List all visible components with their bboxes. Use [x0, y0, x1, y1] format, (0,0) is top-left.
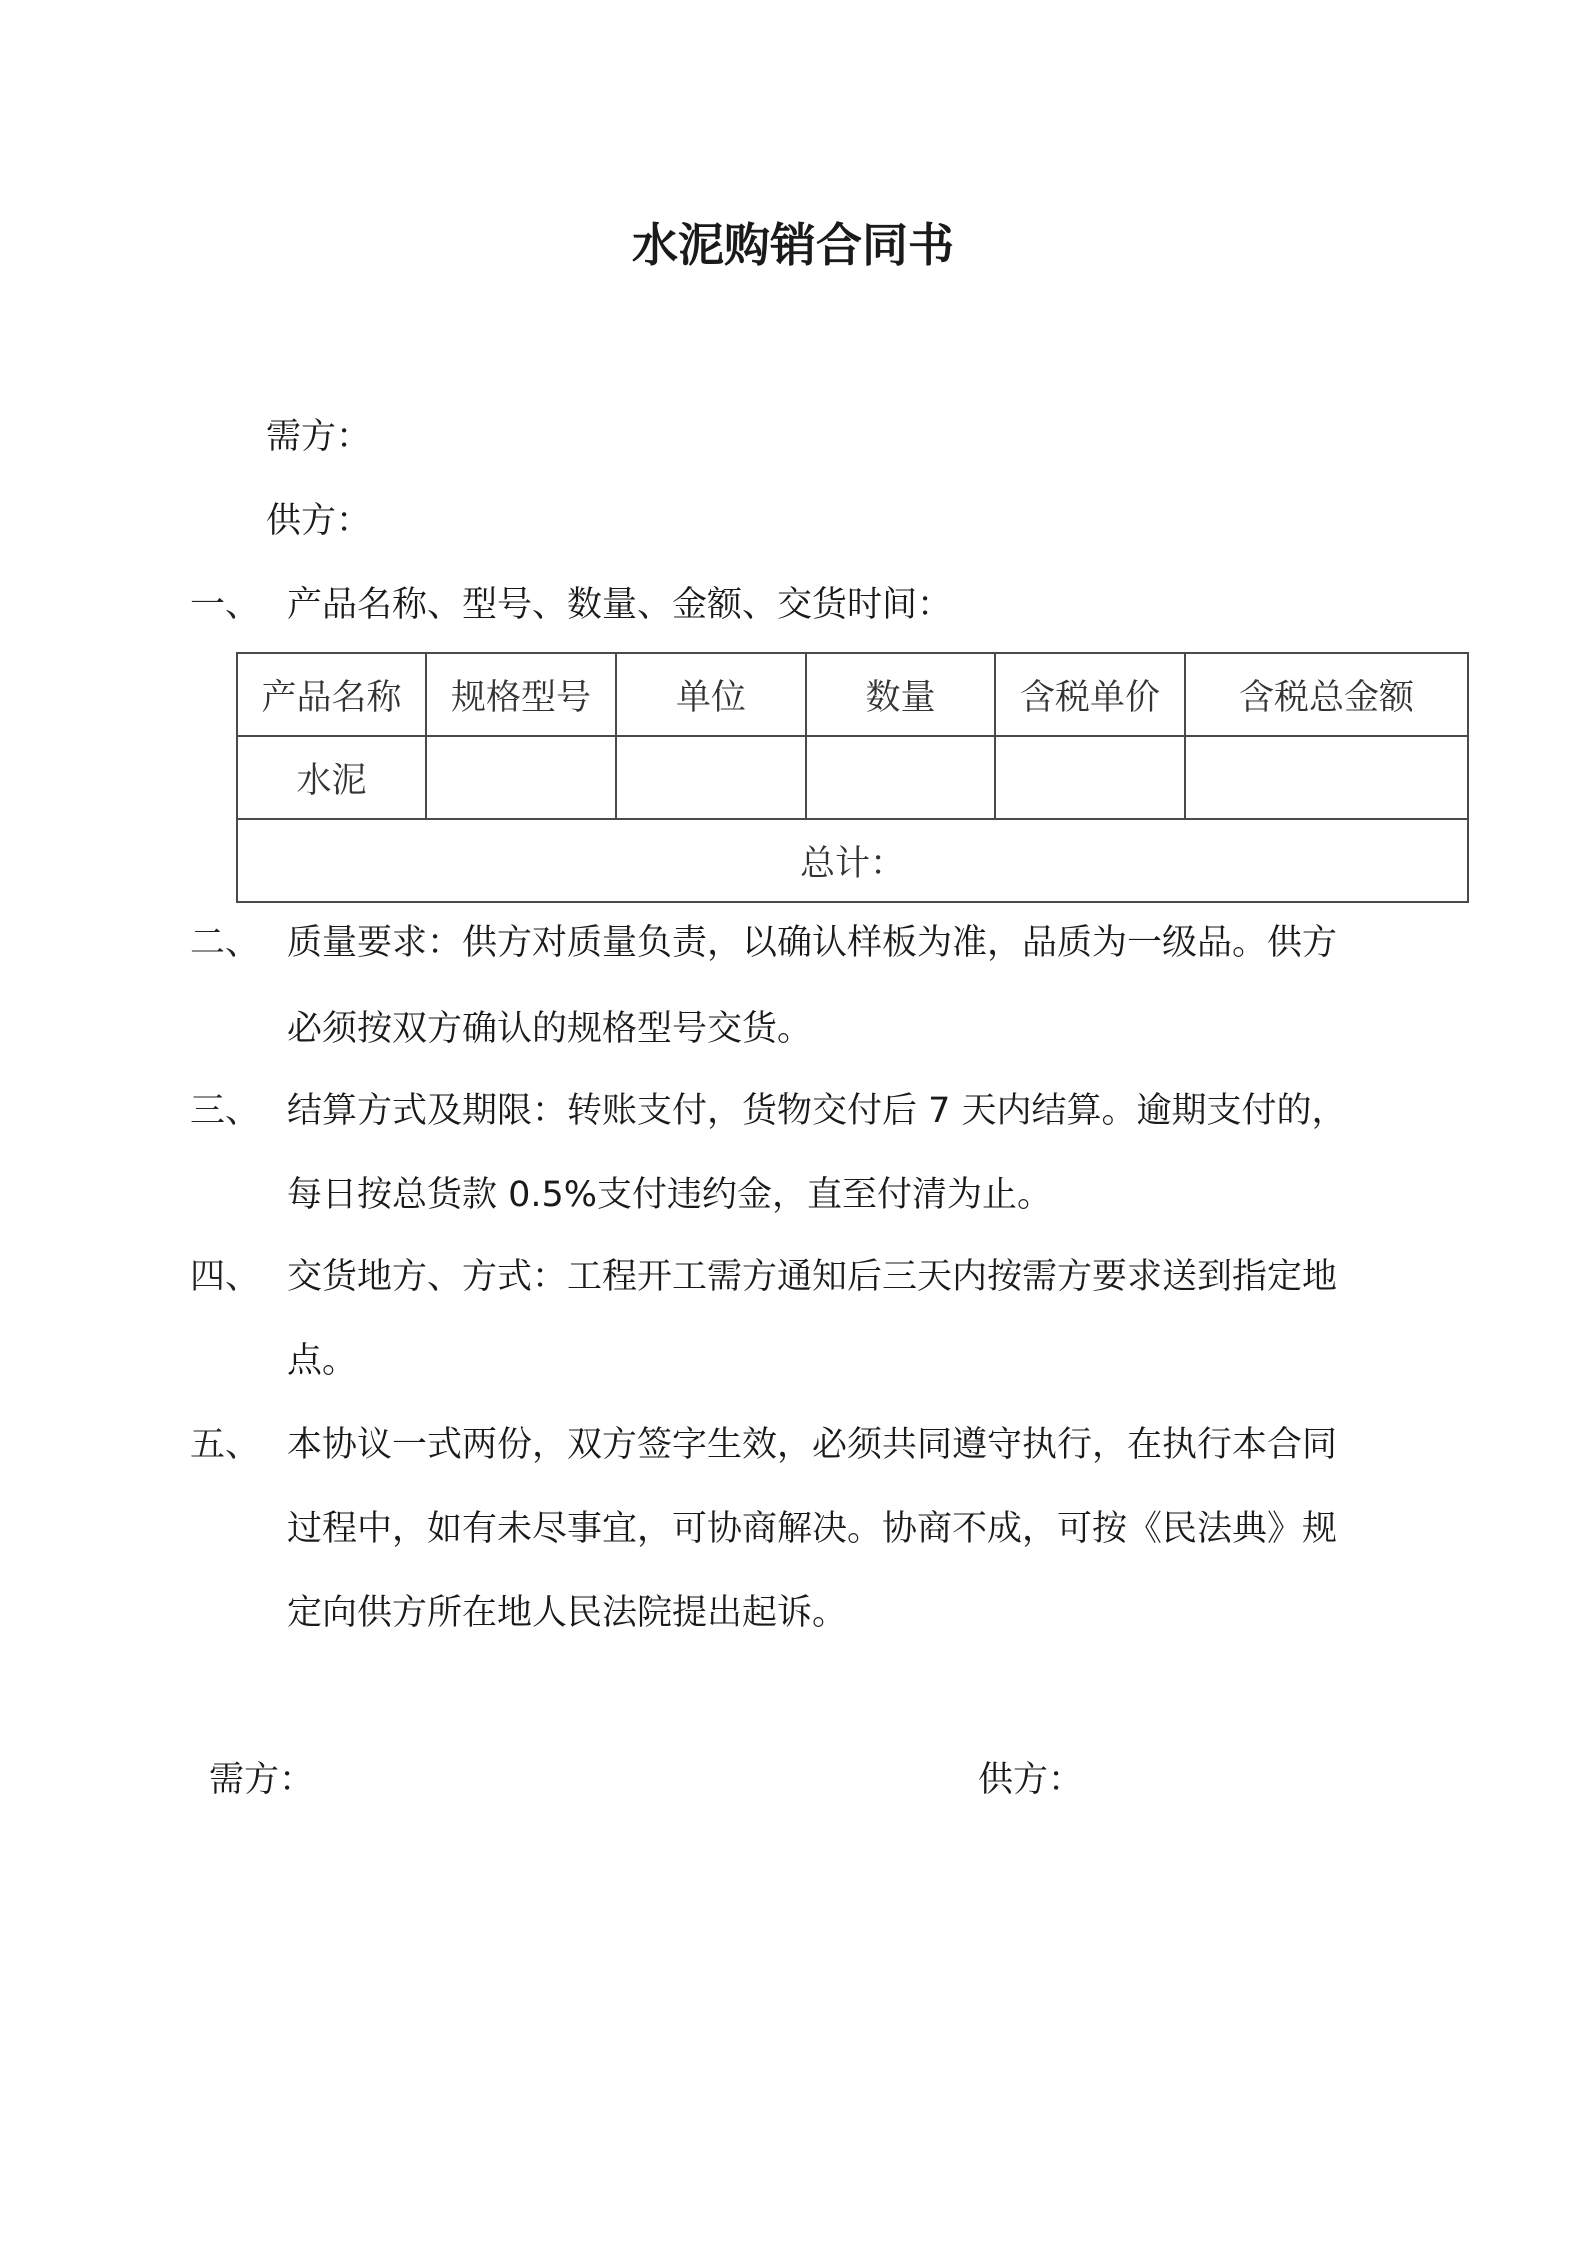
section-3-line-1: 结算方式及期限：转账支付，货物交付后 7 天内结算。逾期支付的，	[287, 1091, 1347, 1131]
section-4-line-1: 交货地方、方式：工程开工需方通知后三天内按需方要求送到指定地	[287, 1257, 1338, 1297]
section-5-line-1: 本协议一式两份，双方签字生效，必须共同遵守执行，在执行本合同	[287, 1425, 1338, 1465]
table-cell	[1185, 736, 1468, 819]
section-5-number: 五、	[190, 1425, 261, 1465]
seller-line: 供方：	[266, 501, 372, 541]
table-header-cell: 含税单价	[995, 653, 1185, 736]
table-cell	[806, 736, 995, 819]
product-table	[236, 652, 1469, 903]
signature-buyer-label: 需方：	[209, 1760, 315, 1800]
table-header-row	[237, 653, 1468, 736]
section-5-line-2: 过程中，如有未尽事宜，可协商解决。协商不成，可按《民法典》规	[287, 1509, 1338, 1549]
table-cell	[426, 736, 616, 819]
section-5-line-3: 定向供方所在地人民法院提出起诉。	[287, 1593, 848, 1633]
table-cell	[995, 736, 1185, 819]
table-cell	[616, 736, 806, 819]
table-total-cell: 总计：	[237, 819, 1468, 902]
buyer-line: 需方：	[266, 417, 372, 457]
document-title: 水泥购销合同书	[632, 218, 954, 272]
section-4-number: 四、	[190, 1257, 261, 1297]
section-3-line-2: 每日按总货款 0.5%支付违约金，直至付清为止。	[287, 1175, 1053, 1215]
table-cell: 水泥	[237, 736, 426, 819]
table-header-cell: 规格型号	[426, 653, 616, 736]
signature-seller-label: 供方：	[978, 1760, 1084, 1800]
section-2-number: 二、	[190, 923, 261, 963]
table-header-cell: 数量	[806, 653, 995, 736]
table-total-row	[237, 819, 1468, 902]
section-3-number: 三、	[190, 1091, 261, 1131]
table-header-cell: 产品名称	[237, 653, 426, 736]
section-2-line-2: 必须按双方确认的规格型号交货。	[287, 1009, 813, 1049]
section-4-line-2: 点。	[287, 1341, 358, 1381]
table-row	[237, 736, 1468, 819]
section-1-text: 产品名称、型号、数量、金额、交货时间：	[287, 585, 953, 625]
table-header-cell: 含税总金额	[1185, 653, 1468, 736]
section-2-line-1: 质量要求：供方对质量负责，以确认样板为准，品质为一级品。供方	[287, 923, 1338, 963]
section-1-number: 一、	[190, 585, 261, 625]
table-header-cell: 单位	[616, 653, 806, 736]
